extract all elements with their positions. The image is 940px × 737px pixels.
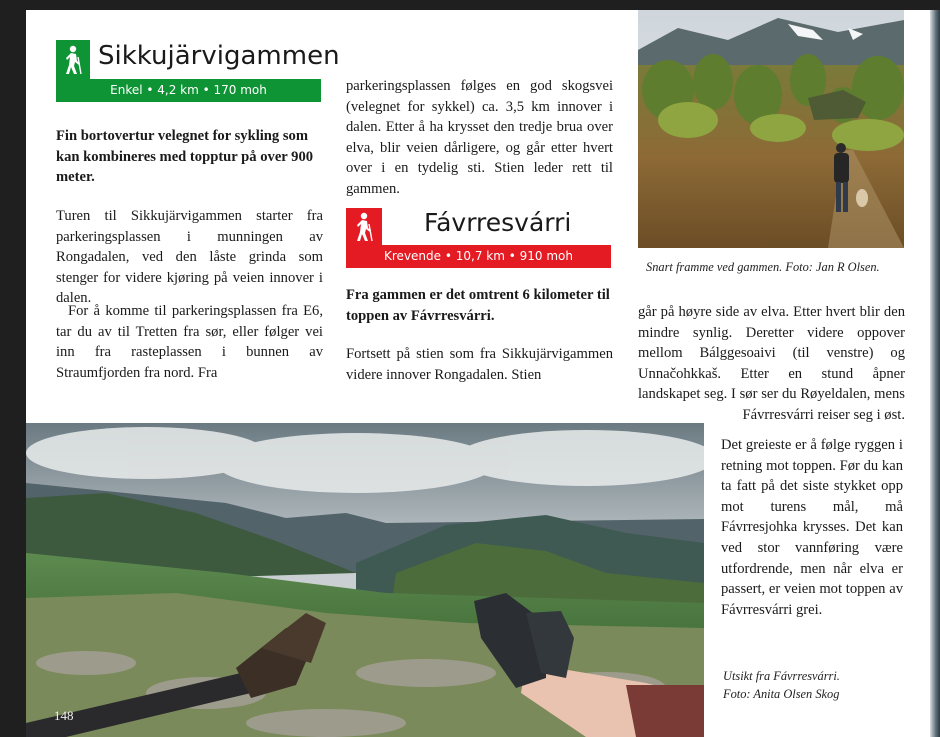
book-page: [26, 10, 940, 737]
col3-paragraph-2: Det greieste er å følge ryggen i retning mot toppen. Før du kan ta fatt på det siste stykket opp mot turens mål, må Fávrresjohka krysses. Det kan ved stor vannføring være utfordrende, men når elva er passert, er veien mot toppen av Fávrresvárri grei.: [721, 437, 903, 618]
col2-paragraph-1: parkeringsplassen følges en god skogsvei (velegnet for sykkel) ca. 3,5 km innover i dalen. Etter å ha krysset den tredje brua over elva, blir veien dårligere, og går etter hvert over i en tydelig sti. Stien leder rett til gammen.: [346, 78, 613, 197]
photo-top-caption: Snart framme ved gammen. Foto: Jan R Olsen.: [646, 260, 880, 274]
photo-view-from-summit: [26, 423, 704, 737]
adjacent-page-edge: [930, 10, 940, 737]
hiker-icon: [56, 40, 90, 80]
col2-paragraph-2: Fortsett på stien som fra Sikkujärvigammen videre innover Rongadalen. Stien: [346, 346, 613, 383]
photo-bottom-caption-line1: Utsikt fra Fávrresvárri.: [723, 669, 840, 683]
page-number: 148: [54, 708, 74, 723]
photo-bottom-caption-line2: Foto: Anita Olsen Skog: [723, 687, 840, 701]
trail2-stats: Krevende • 10,7 km • 910 moh: [346, 245, 611, 268]
trail1-lead: Fin bortovertur velegnet for sykling som kan kombineres med topptur på over 900 meter.: [56, 128, 314, 186]
col1-paragraph-2: For å komme til parkeringsplassen fra E6, tar du av til Tretten fra sør, eller følger vei inn fra rasteplassen i bunnen av Straumfjorden fra nord. Fra: [56, 303, 323, 381]
photo-hiker-near-hut: [638, 10, 904, 248]
hiker-icon: [346, 208, 382, 246]
trail1-stats: Enkel • 4,2 km • 170 moh: [56, 79, 321, 102]
trail2-title: Fávrresvárri: [424, 208, 572, 237]
trail2-lead: Fra gammen er det omtrent 6 kilometer til toppen av Fávrresvárri.: [346, 287, 610, 324]
trail1-title: Sikkujärvigammen: [98, 41, 340, 71]
col1-paragraph-1: Turen til Sikkujärvigammen starter fra parkeringsplassen i munningen av Rongadalen, ved den låste grinda som stenger for videre kjøring på veien innover i dalen.: [56, 208, 323, 307]
col3-paragraph-1: går på høyre side av elva. Etter hvert blir den mindre synlig. Deretter videre oppover mellom Bálggesoaivi (til venstre) og Unnačohkkaš. Etter en stund åpner landskapet seg. I sør ser du Røyeldalen, mens Fávrresvárri reiser seg i øst.: [638, 304, 905, 423]
